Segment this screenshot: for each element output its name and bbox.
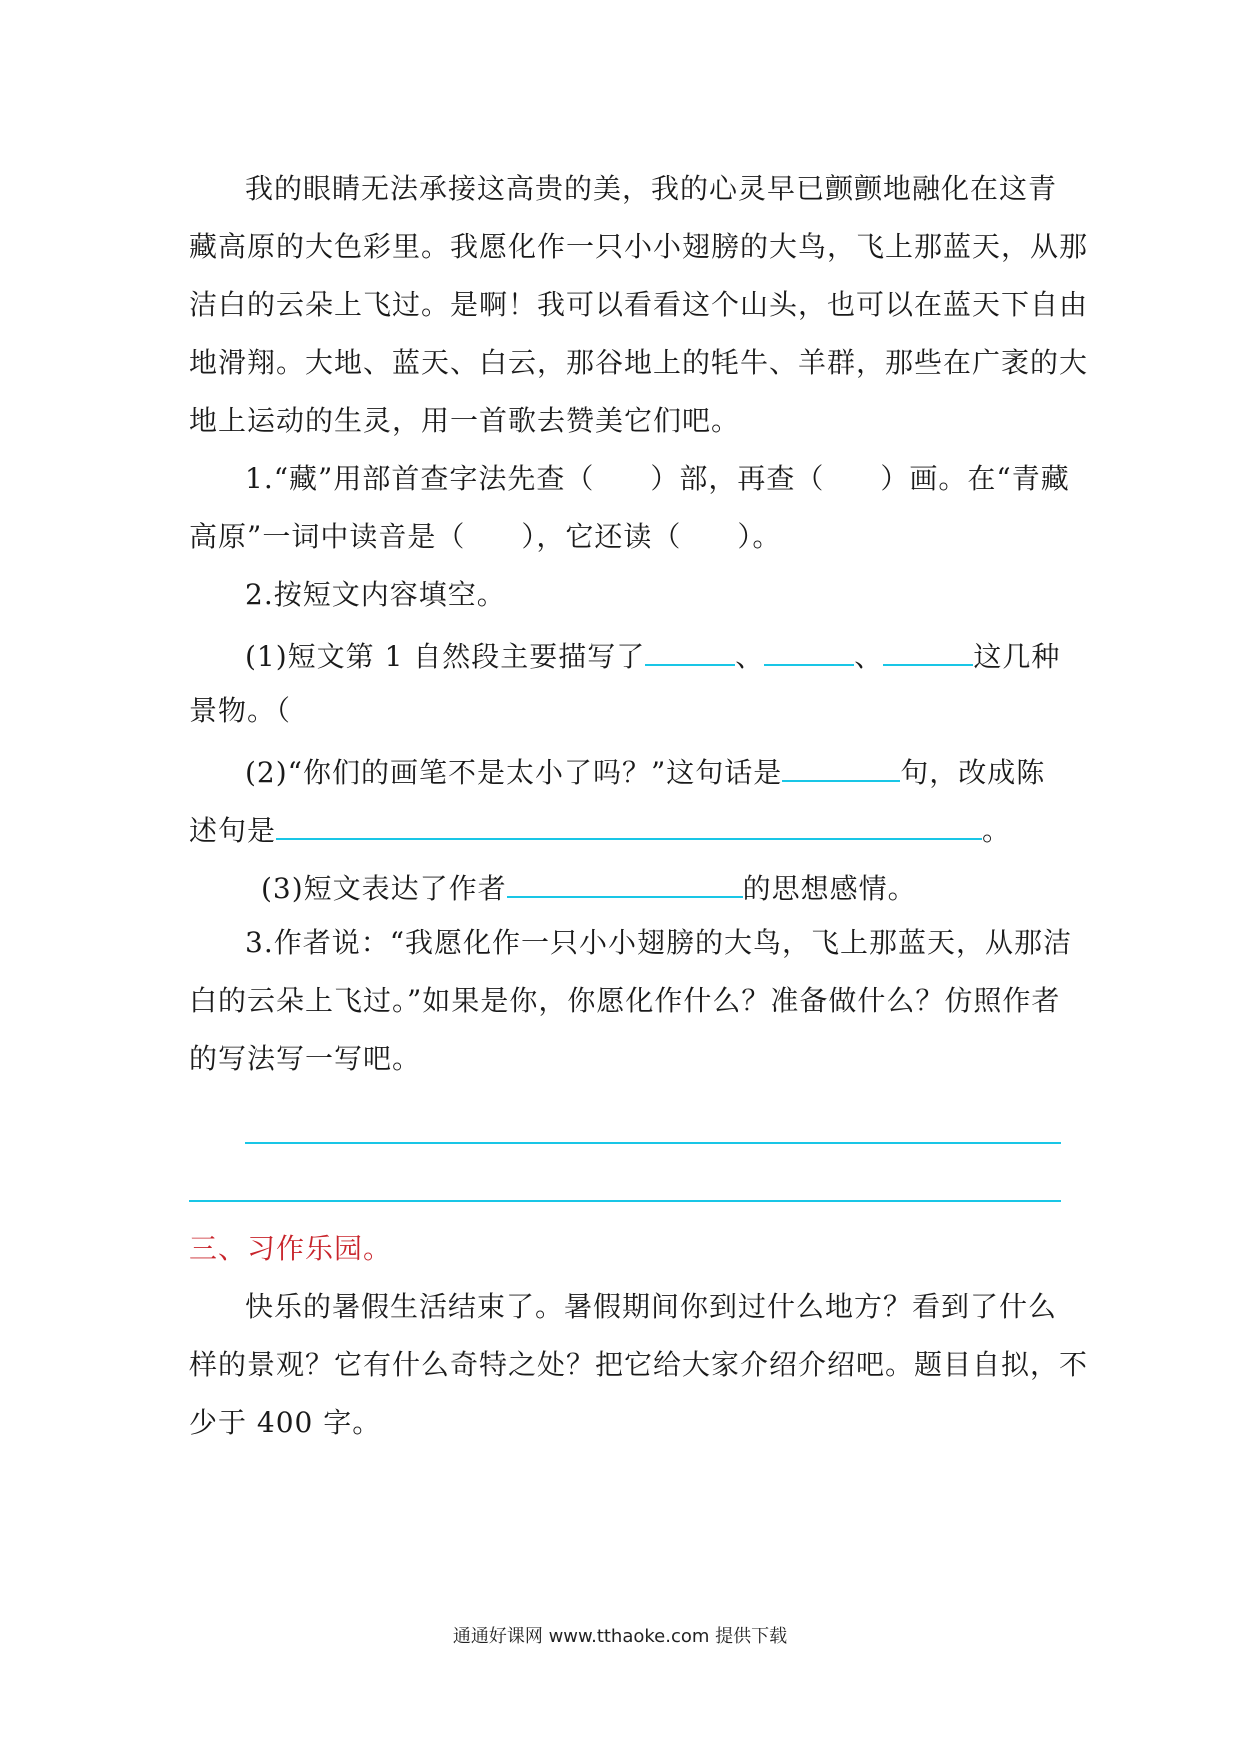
q1-text-b: ）部，再查（	[650, 462, 825, 495]
q2-sub1-sep-1: 、	[735, 640, 765, 673]
question-2-sub-1	[189, 624, 1059, 682]
q2-sub2-line2-text-b: 。	[982, 814, 1012, 847]
question-2-sub-3	[189, 856, 1059, 914]
passage-line-1: 我的眼睛无法承接这高贵的美，我的心灵早已颤颤地融化在这青	[245, 172, 1058, 205]
q1-line2-text-a: 高原”一词中读音是（	[189, 520, 466, 553]
section-3-title: 三、习作乐园。	[189, 1232, 393, 1265]
passage-line-5: 地上运动的生灵，用一首歌去赞美它们吧。	[189, 404, 741, 437]
q2-sub1-sep-2: 、	[854, 640, 884, 673]
passage-line-3: 洁白的云朵上飞过。是啊！我可以看看这个山头，也可以在蓝天下自由	[189, 288, 1089, 321]
question-3-line-3: 的写法写一写吧。	[189, 1042, 422, 1075]
q1-text-a: 1.“藏”用部首查字法先查（	[245, 462, 595, 495]
question-2-title: 2.按短文内容填空。	[245, 578, 506, 611]
question-2-sub-1-line-2: 景物。（	[189, 694, 292, 727]
q3-answer-line-2[interactable]	[189, 1200, 1061, 1202]
q3-answer-line-1[interactable]	[245, 1142, 1061, 1144]
composition-section	[189, 1220, 1089, 1452]
section-3-line-2: 样的景观？它有什么奇特之处？把它给大家介绍介绍吧。题目自拟，不	[189, 1348, 1089, 1381]
q2-sub2-text-b: 句，改成陈	[900, 756, 1046, 789]
question-3-line-1: 3.作者说：“我愿化作一只小小翅膀的大鸟，飞上那蓝天，从那洁	[245, 926, 1073, 959]
q2-sub1-end: 这几种	[973, 640, 1061, 673]
q2-sub3-text-b: 的思想感情。	[742, 872, 917, 905]
question-1-line-1	[189, 450, 1070, 508]
q2-sub2-line2-text-a: 述句是	[189, 814, 277, 847]
question-2-sub-2	[189, 740, 1059, 798]
question-2-sub-2-line-2	[189, 798, 1059, 856]
passage-line-2: 藏高原的大色彩里。我愿化作一只小小翅膀的大鸟，飞上那蓝天，从那	[189, 230, 1089, 263]
q2-sub2-blank-type[interactable]	[782, 740, 900, 782]
footer-text: 通通好课网 www.tthaoke.com 提供下载	[452, 1626, 788, 1647]
q1-text-c: ）画。在“青藏	[880, 462, 1070, 495]
question-1-line-2	[189, 508, 1059, 566]
q2-sub2-text-a: (2)“你们的画笔不是太小了吗？”这句话是	[245, 756, 783, 789]
passage-line-4: 地滑翔。大地、蓝天、白云，那谷地上的牦牛、羊群，那些在广袤的大	[189, 346, 1089, 379]
worksheet-page	[189, 160, 1089, 1088]
section-3-line-3: 少于 400 字。	[189, 1406, 382, 1439]
q1-line2-text-b: ），它还读（	[521, 520, 682, 553]
question-3-line-2: 白的云朵上飞过。”如果是你，你愿化作什么？准备做什么？仿照作者	[189, 984, 1061, 1017]
q2-sub3-blank-feeling[interactable]	[507, 856, 743, 898]
q2-sub1-blank-3[interactable]	[883, 624, 973, 666]
q1-line2-text-c: ）。	[737, 520, 782, 553]
q2-sub1-text: (1)短文第 1 自然段主要描写了	[245, 640, 646, 673]
section-3-line-1: 快乐的暑假生活结束了。暑假期间你到过什么地方？看到了什么	[245, 1290, 1058, 1323]
q2-sub3-text-a: (3)短文表达了作者	[261, 872, 507, 905]
q2-sub1-blank-2[interactable]	[764, 624, 854, 666]
q2-sub1-blank-1[interactable]	[645, 624, 735, 666]
q2-sub2-blank-statement[interactable]	[276, 798, 982, 840]
